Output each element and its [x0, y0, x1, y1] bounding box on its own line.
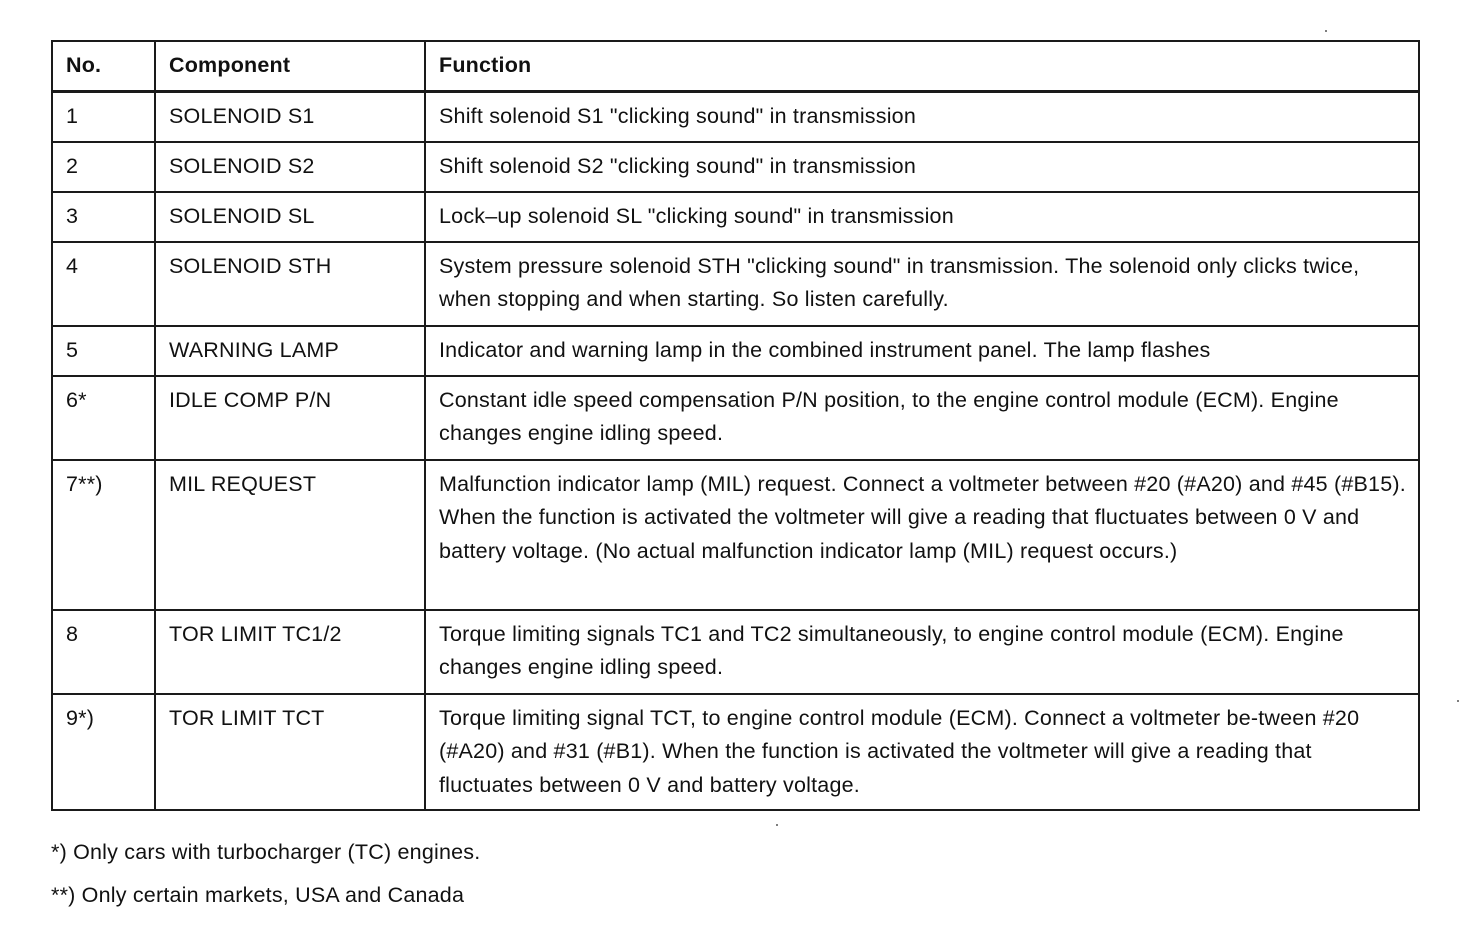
- row-no: 5: [52, 326, 155, 376]
- row-component: SOLENOID STH: [155, 242, 425, 326]
- header-function: Function: [425, 41, 1419, 92]
- scan-speck: [1457, 700, 1459, 702]
- row-function: System pressure solenoid STH "clicking sound" in transmission. The solenoid only clicks twice, when stopping and when starting. So listen carefully.: [425, 242, 1419, 326]
- scan-speck: [1325, 30, 1327, 32]
- table-row: [52, 192, 1419, 242]
- header-component: Component: [155, 41, 425, 92]
- row-no: 3: [52, 192, 155, 242]
- row-function: Indicator and warning lamp in the combined instrument panel. The lamp flashes: [425, 326, 1419, 376]
- row-function: Constant idle speed compensation P/N position, to the engine control module (ECM). Engine changes engine idling speed.: [425, 376, 1419, 460]
- table-row: [52, 242, 1419, 326]
- table-row: [52, 376, 1419, 460]
- table-row: [52, 610, 1419, 694]
- row-function: Malfunction indicator lamp (MIL) request. Connect a voltmeter between #20 (#A20) and #45 (#B15). When the function is activated the voltmeter will give a reading that fluctuates between 0 V and battery voltage. (No actual malfunction indicator lamp (MIL) request occurs.): [425, 460, 1419, 610]
- row-no: 9*): [52, 694, 155, 811]
- row-no: 8: [52, 610, 155, 694]
- table-row: [52, 142, 1419, 192]
- component-function-table: [51, 40, 1420, 811]
- row-no: 6*: [52, 376, 155, 460]
- row-function: Lock–up solenoid SL "clicking sound" in transmission: [425, 192, 1419, 242]
- row-no: 4: [52, 242, 155, 326]
- row-component: SOLENOID S1: [155, 92, 425, 142]
- row-no: 7**): [52, 460, 155, 610]
- row-component: MIL REQUEST: [155, 460, 425, 610]
- row-component: SOLENOID SL: [155, 192, 425, 242]
- table-row: [52, 460, 1419, 610]
- row-function: Torque limiting signal TCT, to engine control module (ECM). Connect a voltmeter be-tween #20 (#A20) and #31 (#B1). When the function is activated the voltmeter will give a reading that fluctuates between 0 V and battery voltage.: [425, 694, 1419, 811]
- row-component: TOR LIMIT TCT: [155, 694, 425, 811]
- header-no: No.: [52, 41, 155, 92]
- table-row: [52, 326, 1419, 376]
- row-no: 1: [52, 92, 155, 142]
- scan-speck: [776, 824, 778, 826]
- row-function: Torque limiting signals TC1 and TC2 simultaneously, to engine control module (ECM). Engine changes engine idling speed.: [425, 610, 1419, 694]
- row-no: 2: [52, 142, 155, 192]
- footnotes: [51, 834, 480, 920]
- footnote: *) Only cars with turbocharger (TC) engines.: [51, 840, 481, 864]
- row-component: SOLENOID S2: [155, 142, 425, 192]
- row-function: Shift solenoid S2 "clicking sound" in transmission: [425, 142, 1419, 192]
- table-header-row: [52, 41, 1419, 92]
- row-component: WARNING LAMP: [155, 326, 425, 376]
- row-component: TOR LIMIT TC1/2: [155, 610, 425, 694]
- footnote: **) Only certain markets, USA and Canada: [51, 883, 465, 907]
- table-row: [52, 694, 1419, 811]
- row-component: IDLE COMP P/N: [155, 376, 425, 460]
- row-function: Shift solenoid S1 "clicking sound" in transmission: [425, 92, 1419, 142]
- table-row: [52, 92, 1419, 142]
